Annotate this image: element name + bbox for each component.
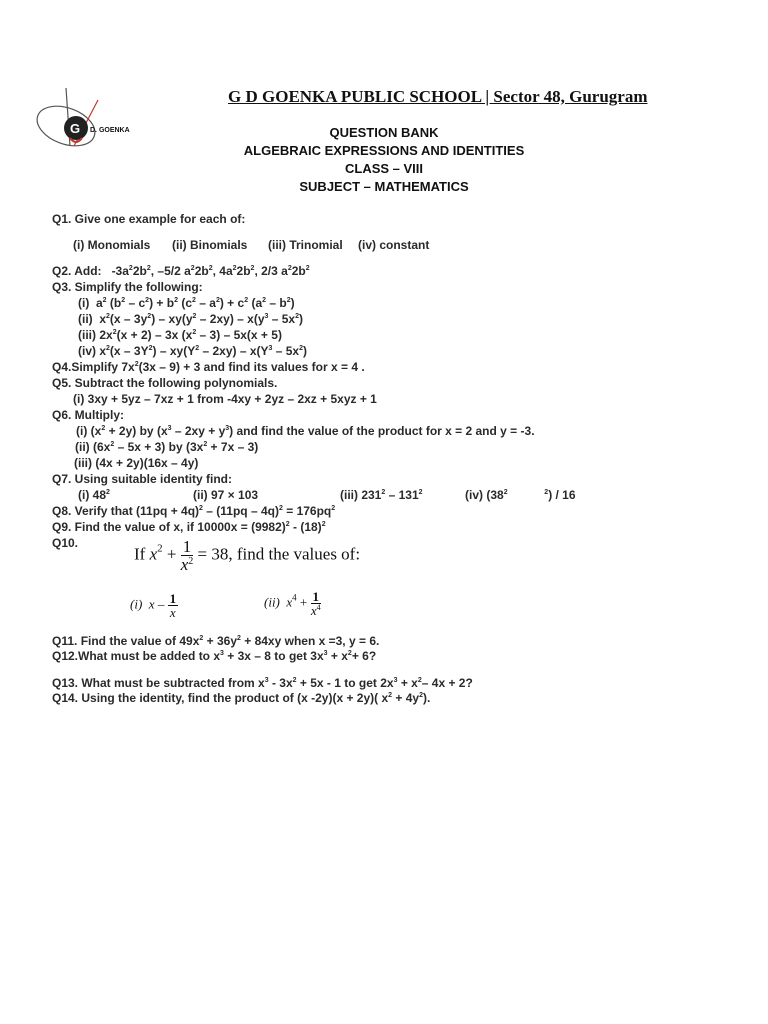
question-9: Q9. Find the value of x, if $10000x = (9982)^2 - (18)^2$ [52,520,326,534]
question-12: Q12.What must be added to $x^3 + 3x - 8$ to get $3x^3 + x^2+ 6$? [52,649,377,663]
header-line-3: CLASS – VIII [344,161,424,176]
header-line-4: SUBJECT – MATHEMATICS [299,179,469,194]
school-logo [30,86,140,150]
question-7: Q7. Using suitable identity find: [52,472,233,486]
q10-statement: If $x^2$ + $\frac{1}{x^2}$ = 38, find the values of: [134,537,361,574]
question-1: Q1. Give one example for each of: [52,212,246,226]
question-10: Q10. [52,536,79,550]
question-8: Q8. Verify that $(11pq + 4q)^2 - (11pq - 4q)^2 = 176pq^2$ [52,504,336,518]
q10-part-i: (i) x – $\frac{1}{x}$ [130,591,177,620]
question-11: Q11. Find the value of $49x^2 + 36y^2 + 84xy$ when x =3, y = 6. [52,634,380,648]
q1-part-iii: (iii) Trinomial [268,238,343,252]
svg-text:D. GOENKA: D. GOENKA [90,127,130,134]
question-3: Q3. Simplify the following: [52,280,203,294]
q6-part-iii: (iii) (4x + 2y)(16x – 4y) [74,456,199,470]
question-13: Q13. What must be subtracted from $x^3 - 3x^2 + 5x - 1$ to get $2x^3 + x^2-$ 4x + 2? [52,676,473,690]
q10-part-ii: (ii) $x^4$ + $\frac{1}{x^4}$ [264,589,321,618]
q3-part-ii: (ii) $x^2(x - 3y^2) - xy(y^2 - 2xy) - x(y^3 - 5x^2)$ [78,312,304,326]
header-line-2: ALGEBRAIC EXPRESSIONS AND IDENTITIES [243,143,525,158]
q7-part-ii: (ii) 97 × 103 [193,488,259,502]
q7-part-iv: (iv) ($38^2$ $^2$) / 16 [465,488,576,502]
question-14: Q14. Using the identity, find the product of (x -2y)(x + 2y)( $x^2 + 4y^2$). [52,691,431,705]
q7-part-i: (i) $48^2$ [78,488,110,502]
q6-part-ii: (ii) $(6x^2 - 5x + 3)$ by $(3x^2 + 7x - 3)$ [75,440,259,454]
q1-part-iv: (iv) constant [358,238,430,252]
question-4: Q4.Simplify $7x^2(3x - 9) + 3$ and find its values for x = 4 . [52,360,365,374]
q3-part-i: (i) $a^2$ $(b^2 - c^2) + b^2$ $(c^2 - a^2) + c^2$ $(a^2 - b^2)$ [78,296,295,310]
q1-part-i: (i) Monomials [73,238,151,252]
q3-part-iii: (iii) $2x^2(x + 2) - 3x$ $(x^2 - 3) - 5x(x + 5)$ [78,328,282,342]
header-line-1: QUESTION BANK [329,125,439,140]
q5-part-i: (i) 3xy + 5yz – 7xz + 1 from -4xy + 2yz – 2xz + 5xyz + 1 [73,392,377,406]
svg-text:G: G [70,121,81,136]
q2-label: Q2. Add: [52,264,102,278]
school-title: G D GOENKA PUBLIC SCHOOL | Sector 48, Gurugram [228,87,648,106]
q6-part-i: (i) $(x^2 + 2y)$ by $(x^3 - 2xy + y^3)$ and find the value of the product for x = 2 and y = -3. [76,424,535,438]
question-5: Q5. Subtract the following polynomials. [52,376,278,390]
question-2: Q2. Add: $-3a^22b^2$, –5/2 $a^22b^2$, $4a^22b^2$, 2/3 $a^22b^2$ [52,264,310,278]
q3-part-iv: (iv) $x^2(x - 3Y^2) - xy(Y^2 - 2xy) - x(Y^3 - 5x^2)$ [78,344,308,358]
q7-part-iii: (iii) $231^2 - 131^2$ [340,488,423,502]
q1-part-ii: (ii) Binomials [172,238,248,252]
question-6: Q6. Multiply: [52,408,124,422]
